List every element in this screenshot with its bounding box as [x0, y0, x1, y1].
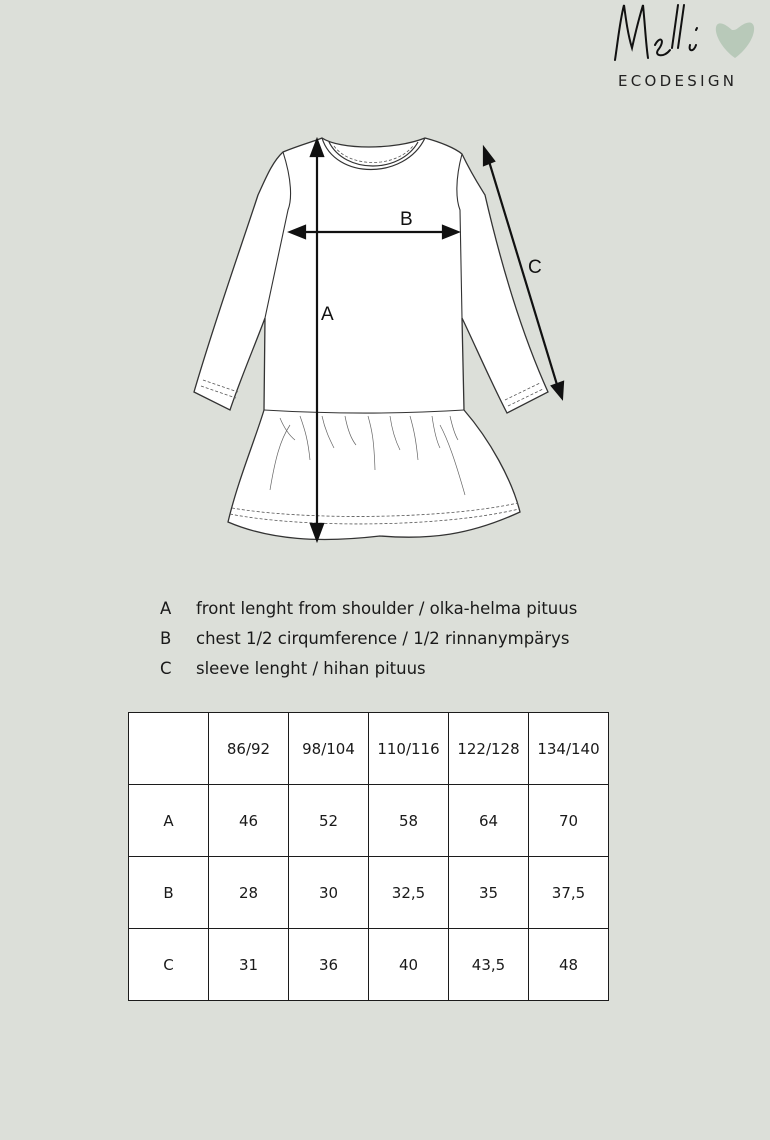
size-header: 98/104: [289, 713, 369, 785]
table-cell: 52: [289, 785, 369, 857]
row-label: C: [129, 929, 209, 1001]
table-cell: 35: [449, 857, 529, 929]
label-b: B: [400, 209, 413, 230]
legend-letter: A: [160, 598, 172, 618]
row-label: B: [129, 857, 209, 929]
table-cell: 58: [369, 785, 449, 857]
table-row: [129, 785, 609, 857]
table-cell: 46: [209, 785, 289, 857]
table-cell: 30: [289, 857, 369, 929]
row-label: A: [129, 785, 209, 857]
size-header: 122/128: [449, 713, 529, 785]
table-cell: 37,5: [529, 857, 609, 929]
table-cell: 70: [529, 785, 609, 857]
table-cell: 32,5: [369, 857, 449, 929]
dress-outline: [194, 138, 548, 539]
table-cell: 31: [209, 929, 289, 1001]
size-table: [128, 712, 609, 1001]
table-cell: 64: [449, 785, 529, 857]
legend-row-c: [160, 653, 577, 683]
table-cell: 36: [289, 929, 369, 1001]
legend-text: sleeve lenght / hihan pituus: [196, 658, 426, 678]
table-cell: 48: [529, 929, 609, 1001]
legend-text: front lenght from shoulder / olka-helma pituus: [196, 598, 578, 618]
size-header: 110/116: [369, 713, 449, 785]
brand-subtitle: ECODESIGN: [618, 72, 738, 90]
legend-letter: B: [160, 628, 172, 648]
table-header-row: [129, 713, 609, 785]
legend-text: chest 1/2 cirqumference / 1/2 rinnanympärys: [196, 628, 570, 648]
dress-technical-drawing: [0, 0, 770, 560]
label-a: A: [321, 304, 334, 325]
label-c: C: [528, 257, 542, 278]
table-cell: 28: [209, 857, 289, 929]
table-row: [129, 929, 609, 1001]
legend-letter: C: [160, 658, 172, 678]
legend-row-a: [160, 593, 577, 623]
empty-corner-cell: [129, 713, 209, 785]
table-cell: 40: [369, 929, 449, 1001]
table-row: [129, 857, 609, 929]
measurement-legend: [160, 593, 577, 683]
size-header: 134/140: [529, 713, 609, 785]
legend-row-b: [160, 623, 577, 653]
size-header: 86/92: [209, 713, 289, 785]
table-cell: 43,5: [449, 929, 529, 1001]
